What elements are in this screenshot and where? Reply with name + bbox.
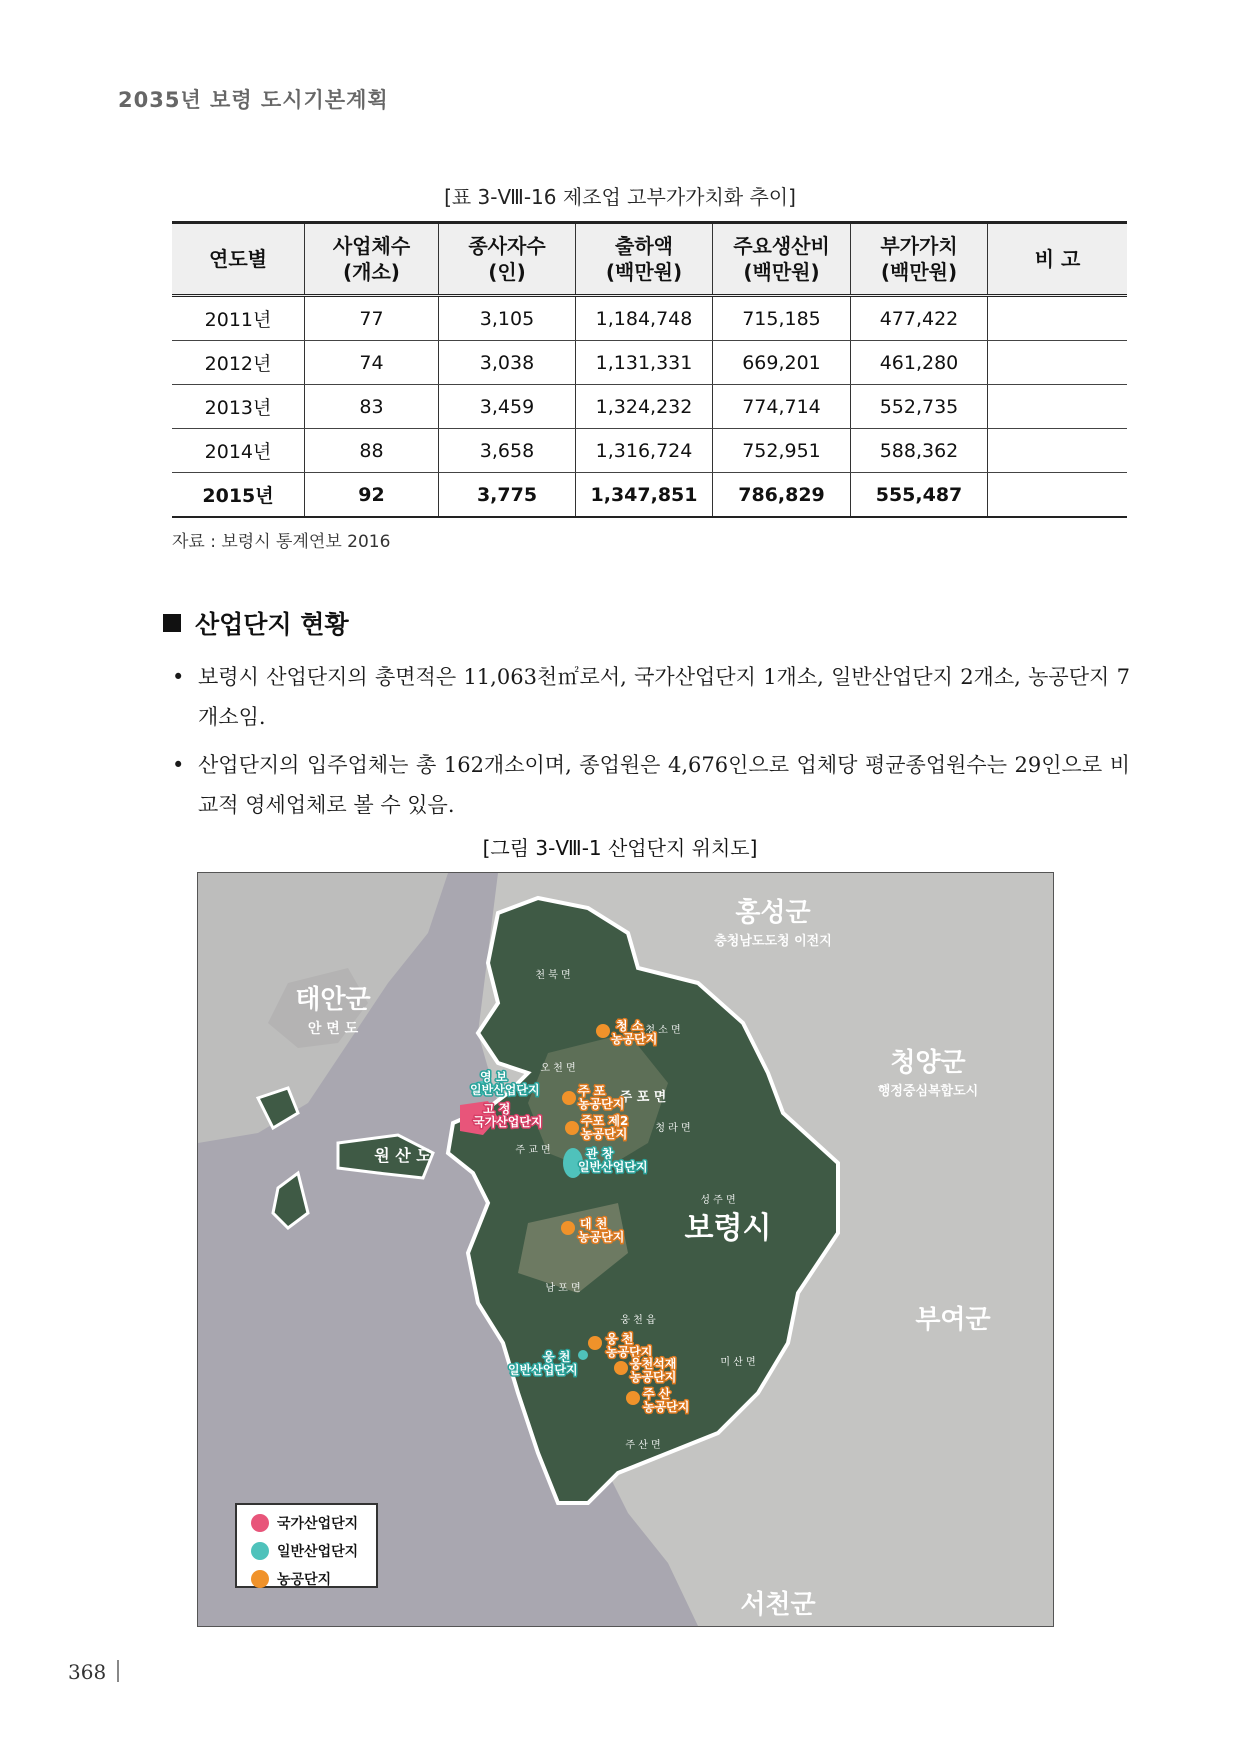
page-number: 368 [68,1660,107,1684]
township-label: 주 산 면 [625,1440,661,1451]
table-source: 자료 : 보령시 통계연보 2016 [172,532,391,552]
region-label-seocheon: 서천군 [740,1590,816,1620]
cell-shipments: 1,131,331 [576,341,713,385]
bullet-item [172,657,1130,737]
farm-complex-marker [565,1121,579,1135]
region-label-taean: 태안군 [295,985,371,1015]
cell-year: 2013년 [172,385,305,429]
legend-label: 일반산업단지 [277,1544,359,1560]
cell-note [988,341,1128,385]
table-header-row [172,223,1127,296]
orange-dot-icon [251,1570,269,1588]
square-bullet-icon [163,614,181,632]
legend-item [251,1509,376,1537]
cell-workers: 3,105 [439,296,576,341]
complex-label-daecheon-type: 농공단지 [578,1230,625,1244]
complex-label-ungcheon-stone-type: 농공단지 [630,1370,677,1384]
complex-label-jupo2-type: 농공단지 [581,1127,628,1141]
region-sub-hongseong: 충청남도도청 이전지 [714,934,832,949]
cell-year: 2011년 [172,296,305,341]
farm-complex-marker [614,1361,628,1375]
township-label: 청 소 면 [645,1025,681,1036]
col-header-year: 연도별 [172,223,305,296]
cell-shipments: 1,316,724 [576,429,713,473]
manufacturing-table [172,221,1127,518]
page-number-divider [117,1660,119,1682]
legend-item [251,1565,376,1593]
cell-shipments: 1,184,748 [576,296,713,341]
complex-label-ungcheon-farm-type: 농공단지 [606,1345,653,1359]
complex-label-gwancheong: 관 창 [586,1147,614,1161]
complex-label-ungcheon-ind-type: 일반산업단지 [508,1363,578,1377]
complex-label-cheongso: 청 소 [616,1019,644,1033]
col-header-shipments: 출하액 (백만원) [576,223,713,296]
location-map [197,872,1054,1627]
farm-complex-marker [561,1221,575,1235]
map-legend [235,1503,378,1588]
complex-label-yeongbo-type: 일반산업단지 [470,1083,540,1097]
complex-label-cheongso-type: 농공단지 [611,1032,658,1046]
legend-label: 농공단지 [277,1572,332,1588]
township-label: 남 포 면 [545,1283,581,1294]
region-sub-cheongyang: 행정중심복합도시 [877,1084,979,1099]
teal-dot-icon [251,1542,269,1560]
table-row [172,429,1127,473]
general-complex-marker [578,1350,588,1360]
township-label: 천 북 면 [535,970,571,981]
cell-cost: 786,829 [713,473,851,518]
cell-workers: 3,038 [439,341,576,385]
cell-firms: 92 [305,473,439,518]
cell-value-added: 552,735 [851,385,988,429]
cell-shipments: 1,347,851 [576,473,713,518]
region-label-buyeo: 부여군 [915,1305,991,1335]
cell-value-added: 461,280 [851,341,988,385]
cell-firms: 77 [305,296,439,341]
complex-label-gochung-type: 국가산업단지 [473,1115,543,1129]
cell-note [988,296,1128,341]
cell-value-added: 588,362 [851,429,988,473]
cell-cost: 774,714 [713,385,851,429]
complex-label-jupo2: 주포 제2 [581,1114,629,1128]
township-label: 웅 천 읍 [620,1315,656,1326]
cell-cost: 715,185 [713,296,851,341]
complex-label-jusan: 주 산 [643,1387,671,1401]
running-head: 2035년 보령 도시기본계획 [118,88,389,112]
table-caption: [표 3-Ⅷ-16 제조업 고부가가치화 추이] [444,185,796,209]
cell-value-added: 477,422 [851,296,988,341]
township-label: 미 산 면 [720,1357,756,1368]
bullet-dot-icon: • [172,753,185,777]
farm-complex-marker [562,1091,576,1105]
table-row [172,341,1127,385]
col-header-note: 비 고 [988,223,1128,296]
cell-firms: 83 [305,385,439,429]
complex-label-ungcheon-farm: 웅 천 [606,1332,634,1346]
complex-label-daecheon: 대 천 [580,1217,608,1231]
table-row [172,296,1127,341]
complex-label-yeongbo: 영 보 [480,1070,508,1084]
region-label-hongseong: 홍성군 [735,898,811,928]
farm-complex-marker [626,1391,640,1405]
legend-label: 국가산업단지 [277,1516,359,1532]
cell-note [988,429,1128,473]
complex-label-ungcheon-stone: 웅천석재 [630,1357,677,1371]
township-label: 오 천 면 [540,1063,576,1074]
cell-cost: 669,201 [713,341,851,385]
township-label: 청 라 면 [655,1123,691,1134]
section-title: 산업단지 현황 [195,610,349,639]
township-label: 주 교 면 [515,1145,551,1156]
complex-label-ungcheon-ind: 웅 천 [543,1350,571,1364]
complex-label-gochung: 고 정 [483,1102,511,1116]
region-label-wonsando: 원 산 도 [374,1146,432,1165]
cell-shipments: 1,324,232 [576,385,713,429]
cell-note [988,473,1128,518]
figure-caption: [그림 3-Ⅷ-1 산업단지 위치도] [482,836,758,860]
township-label: 주 포 면 [619,1090,667,1105]
pink-dot-icon [251,1514,269,1532]
complex-label-jusan-type: 농공단지 [643,1400,690,1414]
farm-complex-marker [596,1024,610,1038]
table-row [172,385,1127,429]
farm-complex-marker [588,1336,602,1350]
col-header-workers: 종사자수 (인) [439,223,576,296]
cell-year: 2012년 [172,341,305,385]
complex-label-jupo-type: 농공단지 [578,1097,625,1111]
cell-cost: 752,951 [713,429,851,473]
bullet-dot-icon: • [172,665,185,689]
table-row [172,473,1127,518]
col-header-firms: 사업체수 (개소) [305,223,439,296]
cell-year: 2015년 [172,473,305,518]
region-label-cheongyang: 청양군 [890,1048,966,1078]
bullet-text: 산업단지의 입주업체는 총 162개소이며, 종업원은 4,676인으로 업체당 평균종업원수는 29인으로 비교적 영세업체로 볼 수 있음. [198,753,1130,817]
cell-value-added: 555,487 [851,473,988,518]
bullet-item [172,745,1130,825]
complex-label-gwancheong-type: 일반산업단지 [578,1160,648,1174]
region-label-boryeong: 보령시 [684,1211,772,1246]
legend-item [251,1537,376,1565]
cell-workers: 3,775 [439,473,576,518]
cell-workers: 3,658 [439,429,576,473]
cell-year: 2014년 [172,429,305,473]
section-heading [163,605,349,641]
cell-note [988,385,1128,429]
col-header-value-added: 부가가치 (백만원) [851,223,988,296]
cell-workers: 3,459 [439,385,576,429]
col-header-cost: 주요생산비 (백만원) [713,223,851,296]
region-sub-taean: 안 면 도 [307,1021,359,1037]
township-label: 성 주 면 [700,1195,736,1206]
bullet-text: 보령시 산업단지의 총면적은 11,063천㎡로서, 국가산업단지 1개소, 일반산업단지 2개소, 농공단지 7개소임. [198,665,1130,729]
cell-firms: 88 [305,429,439,473]
cell-firms: 74 [305,341,439,385]
complex-label-jupo: 주 포 [578,1084,606,1098]
